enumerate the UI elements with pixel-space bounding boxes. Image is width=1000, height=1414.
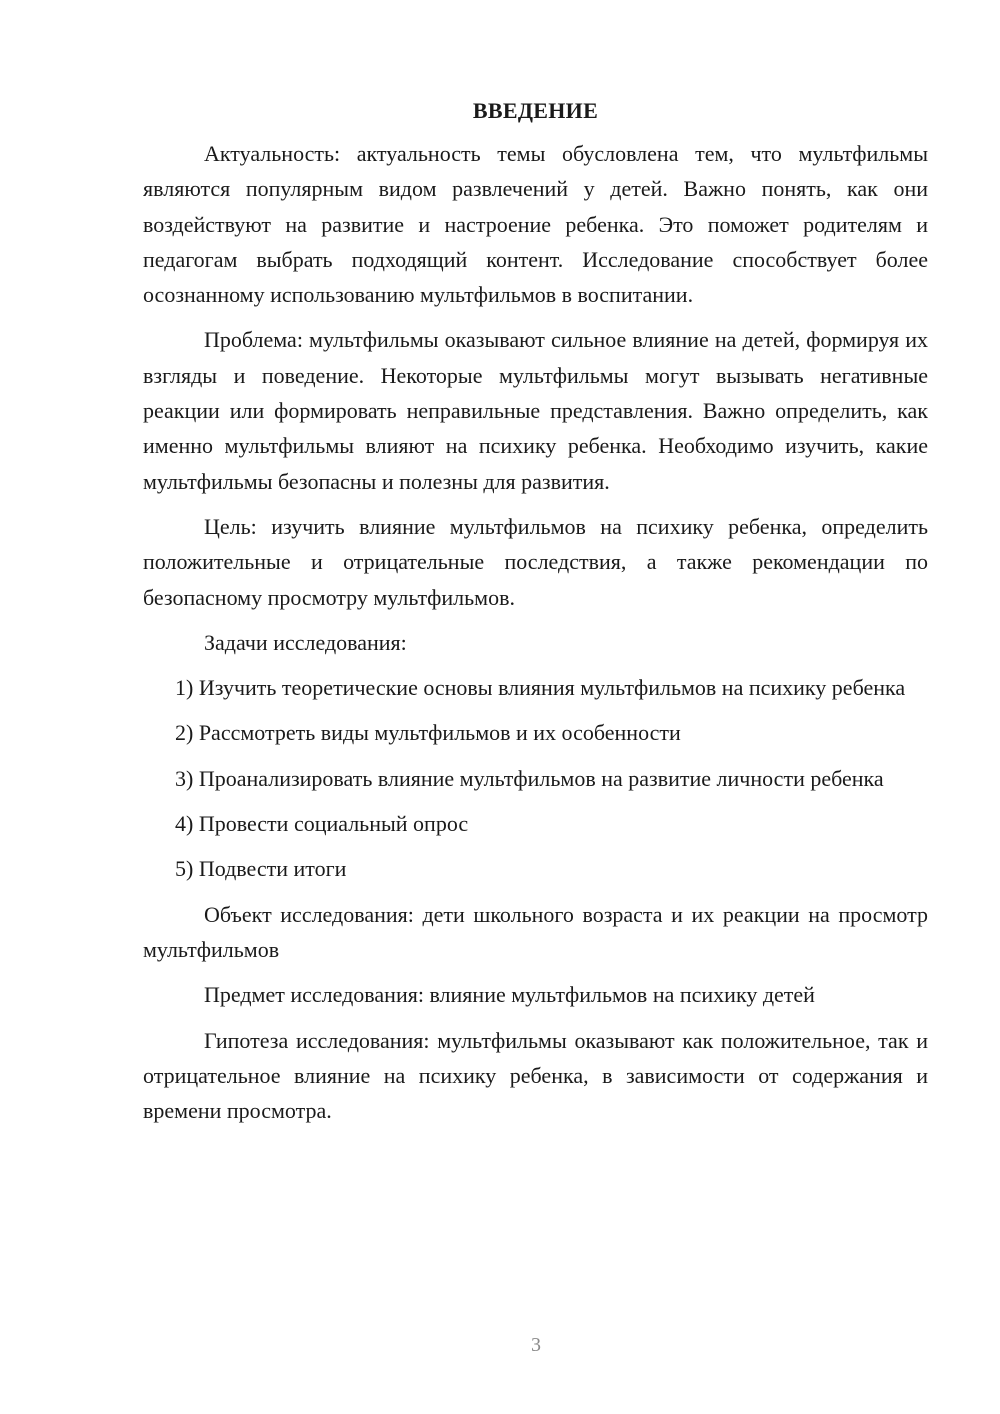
page-number: 3 (531, 1334, 541, 1356)
paragraph-tasks-heading: Задачи исследования: (204, 629, 407, 655)
paragraph-object: Объект исследования: дети школьного возраста и их реакции на просмотр мультфильмов (143, 901, 928, 962)
task-item-1: 1) Изучить теоретические основы влияния мультфильмов на психику ребенка (175, 675, 906, 701)
section-heading: ВВЕДЕНИЕ (472, 98, 599, 123)
paragraph-relevance: Актуальность: актуальность темы обусловлена тем, что мультфильмы являются популярным видом развлечений у детей. Важно понять, как они воздействуют на развитие и настроение ребенка. Это поможет родителям и педагогам выбрать подходящий контент. Исследование способствует более осознанному использованию мультфильмов в воспитании. (143, 141, 928, 308)
task-item-5: 5) Подвести итоги (175, 856, 347, 882)
paragraph-subject: Предмет исследования: влияние мультфильмов на психику детей (204, 982, 815, 1008)
paragraph-goal: Цель: изучить влияние мультфильмов на психику ребенка, определить положительные и отрицательные последствия, а также рекомендации по безопасному просмотру мультфильмов. (143, 513, 928, 610)
paragraph-hypothesis: Гипотеза исследования: мультфильмы оказывают как положительное, так и отрицательное влияние на психику ребенка, в зависимости от содержания и времени просмотра. (143, 1027, 928, 1124)
task-item-3: 3) Проанализировать влияние мультфильмов на развитие личности ребенка (175, 765, 884, 791)
paragraph-problem: Проблема: мультфильмы оказывают сильное влияние на детей, формируя их взгляды и поведение. Некоторые мультфильмы могут вызывать негативные реакции или формировать неправильные представления. Важно определить, как именно мультфильмы влияют на психику ребенка. Необходимо изучить, какие мультфильмы безопасны и полезны для развития. (143, 327, 928, 494)
page-content (143, 96, 928, 1138)
task-item-2: 2) Рассмотреть виды мультфильмов и их особенности (175, 720, 681, 746)
task-item-4: 4) Провести социальный опрос (175, 811, 469, 837)
